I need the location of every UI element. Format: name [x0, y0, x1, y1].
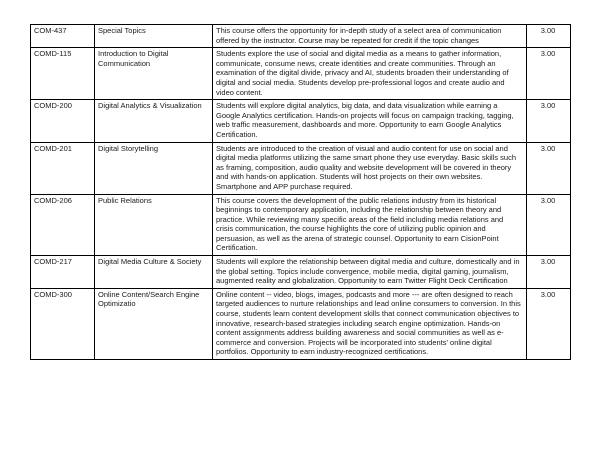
course-description-cell: This course offers the opportunity for in-depth study of a select area of communication offered by the instructor. Course may be repeated for credit if the topic changes — [213, 25, 527, 48]
course-code-cell: COM-437 — [31, 25, 95, 48]
course-credits-cell: 3.00 — [527, 142, 571, 194]
course-credits-cell: 3.00 — [527, 25, 571, 48]
course-description-cell: Students explore the use of social and digital media as a means to gather information, communicate, consume news, create identities and create communities. Through an examination of the digital divide, privacy and AI, students broaden their understanding of digital and social media. Students develop pre-professional logos and create audio and video content. — [213, 48, 527, 100]
table-row — [31, 194, 571, 256]
course-code-cell: COMD-200 — [31, 100, 95, 142]
course-code-cell: COMD-217 — [31, 256, 95, 289]
course-credits-cell: 3.00 — [527, 288, 571, 359]
table-row — [31, 48, 571, 100]
course-credits-cell: 3.00 — [527, 194, 571, 256]
course-title-cell: Digital Analytics & Visualization — [95, 100, 213, 142]
course-title-cell: Public Relations — [95, 194, 213, 256]
course-title-cell: Digital Storytelling — [95, 142, 213, 194]
course-credits-cell: 3.00 — [527, 256, 571, 289]
table-row — [31, 256, 571, 289]
table-row — [31, 100, 571, 142]
course-description-cell: Students will explore digital analytics, big data, and data visualization while earning a Google Analytics certification. Hands-on projects will focus on campaign tracking, tagging, web traffic measurement, dashboards and more. Opportunity to earn Google Analytics Certification. — [213, 100, 527, 142]
table-row — [31, 142, 571, 194]
course-description-cell: This course covers the development of the public relations industry from its historical beginnings to contemporary application, including the relationship between theory and practice. While reviewing many specific areas of the field including media relations and crisis communication, the course highlights the core of utilizing public opinion and persuasion, as well as the arena of strategic counsel. Opportunity to earn CisionPoint Certification. — [213, 194, 527, 256]
course-title-cell: Special Topics — [95, 25, 213, 48]
course-code-cell: COMD-201 — [31, 142, 95, 194]
course-title-cell: Introduction to Digital Communication — [95, 48, 213, 100]
table-row — [31, 288, 571, 359]
course-code-cell: COMD-300 — [31, 288, 95, 359]
course-catalog-table — [30, 24, 571, 360]
course-credits-cell: 3.00 — [527, 48, 571, 100]
course-description-cell: Students are introduced to the creation of visual and audio content for use on social and digital media platforms utilizing the same smart phone they use everyday. Basic skills such as framing, composition, audio quality and website development will be covered in theory and with hands-on application. Students will host projects on their own websites. Smartphone and APP purchase required. — [213, 142, 527, 194]
course-title-cell: Online Content/Search Engine Optimizatio — [95, 288, 213, 359]
course-code-cell: COMD-206 — [31, 194, 95, 256]
table-row — [31, 25, 571, 48]
course-code-cell: COMD-115 — [31, 48, 95, 100]
course-description-cell: Students will explore the relationship between digital media and culture, domestically and in the global setting. Topics include convergence, mobile media, digital gaming, journalism, augmented reality and globalization. Opportunity to earn Twitter Flight Deck Certification — [213, 256, 527, 289]
course-credits-cell: 3.00 — [527, 100, 571, 142]
course-description-cell: Online content -- video, blogs, images, podcasts and more --- are often designed to reach targeted audiences to nurture relationships and lead online consumers to conversion. In this course, students learn content development skills that connect communication objectives to innovative, research-based strategies including search engine optimization. Hands-on content assignments address building awareness and social communities as well as e-commerce and conversion. Projects will be incorporated into students' online digital portfolios. Opportunity to earn industry-recognized certifications. — [213, 288, 527, 359]
course-title-cell: Digital Media Culture & Society — [95, 256, 213, 289]
